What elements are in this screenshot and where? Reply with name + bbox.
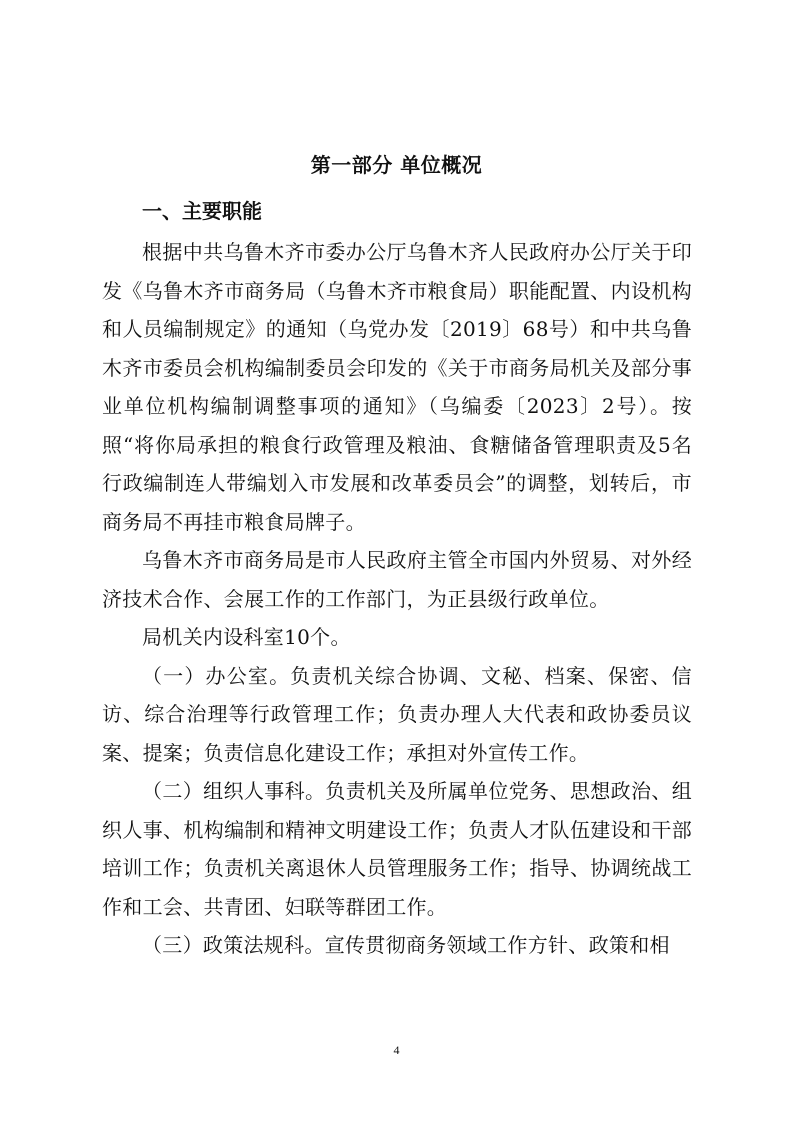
document-body bbox=[102, 233, 692, 965]
paragraph-personnel: （二）组织人事科。负责机关及所属单位党务、思想政治、组织人事、机构编制和精神文明建设工作；负责人才队伍建设和干部培训工作；负责机关离退休人员管理服务工作；指导、协调统战工作和工会、共青团、妇联等群团工作。 bbox=[102, 779, 692, 919]
paragraph-unit-nature: 乌鲁木齐市商务局是市人民政府主管全市国内外贸易、对外经济技术合作、会展工作的工作部门，为正县级行政单位。 bbox=[102, 548, 692, 611]
page-number: 4 bbox=[393, 1043, 400, 1057]
paragraph-internal-sections: 局机关内设科室10个。 bbox=[142, 625, 351, 649]
section-heading: 一、主要职能 bbox=[142, 199, 262, 223]
paragraph-legal-basis: 根据中共乌鲁木齐市委办公厅乌鲁木齐人民政府办公厅关于印发《乌鲁木齐市商务局（乌鲁木齐市粮食局）职能配置、内设机构和人员编制规定》的通知（乌党办发〔2019〕68号）和中共乌鲁木齐市委员会机构编制委员会印发的《关于市商务局机关及部分事业单位机构编制调整事项的通知》（乌编委〔2023〕2号）。按照“将你局承担的粮食行政管理及粮油、食糖储备管理职责及5名行政编制连人带编划入市发展和改革委员会”的调整，划转后，市商务局不再挂市粮食局牌子。 bbox=[102, 240, 692, 534]
paragraph-policy-regulation: （三）政策法规科。宣传贯彻商务领域工作方针、政策和相 bbox=[142, 933, 670, 957]
part-title: 第一部分 单位概况 bbox=[310, 153, 483, 177]
paragraph-office: （一）办公室。负责机关综合协调、文秘、档案、保密、信访、综合治理等行政管理工作；负责办理人大代表和政协委员议案、提案；负责信息化建设工作；承担对外宣传工作。 bbox=[102, 663, 692, 765]
